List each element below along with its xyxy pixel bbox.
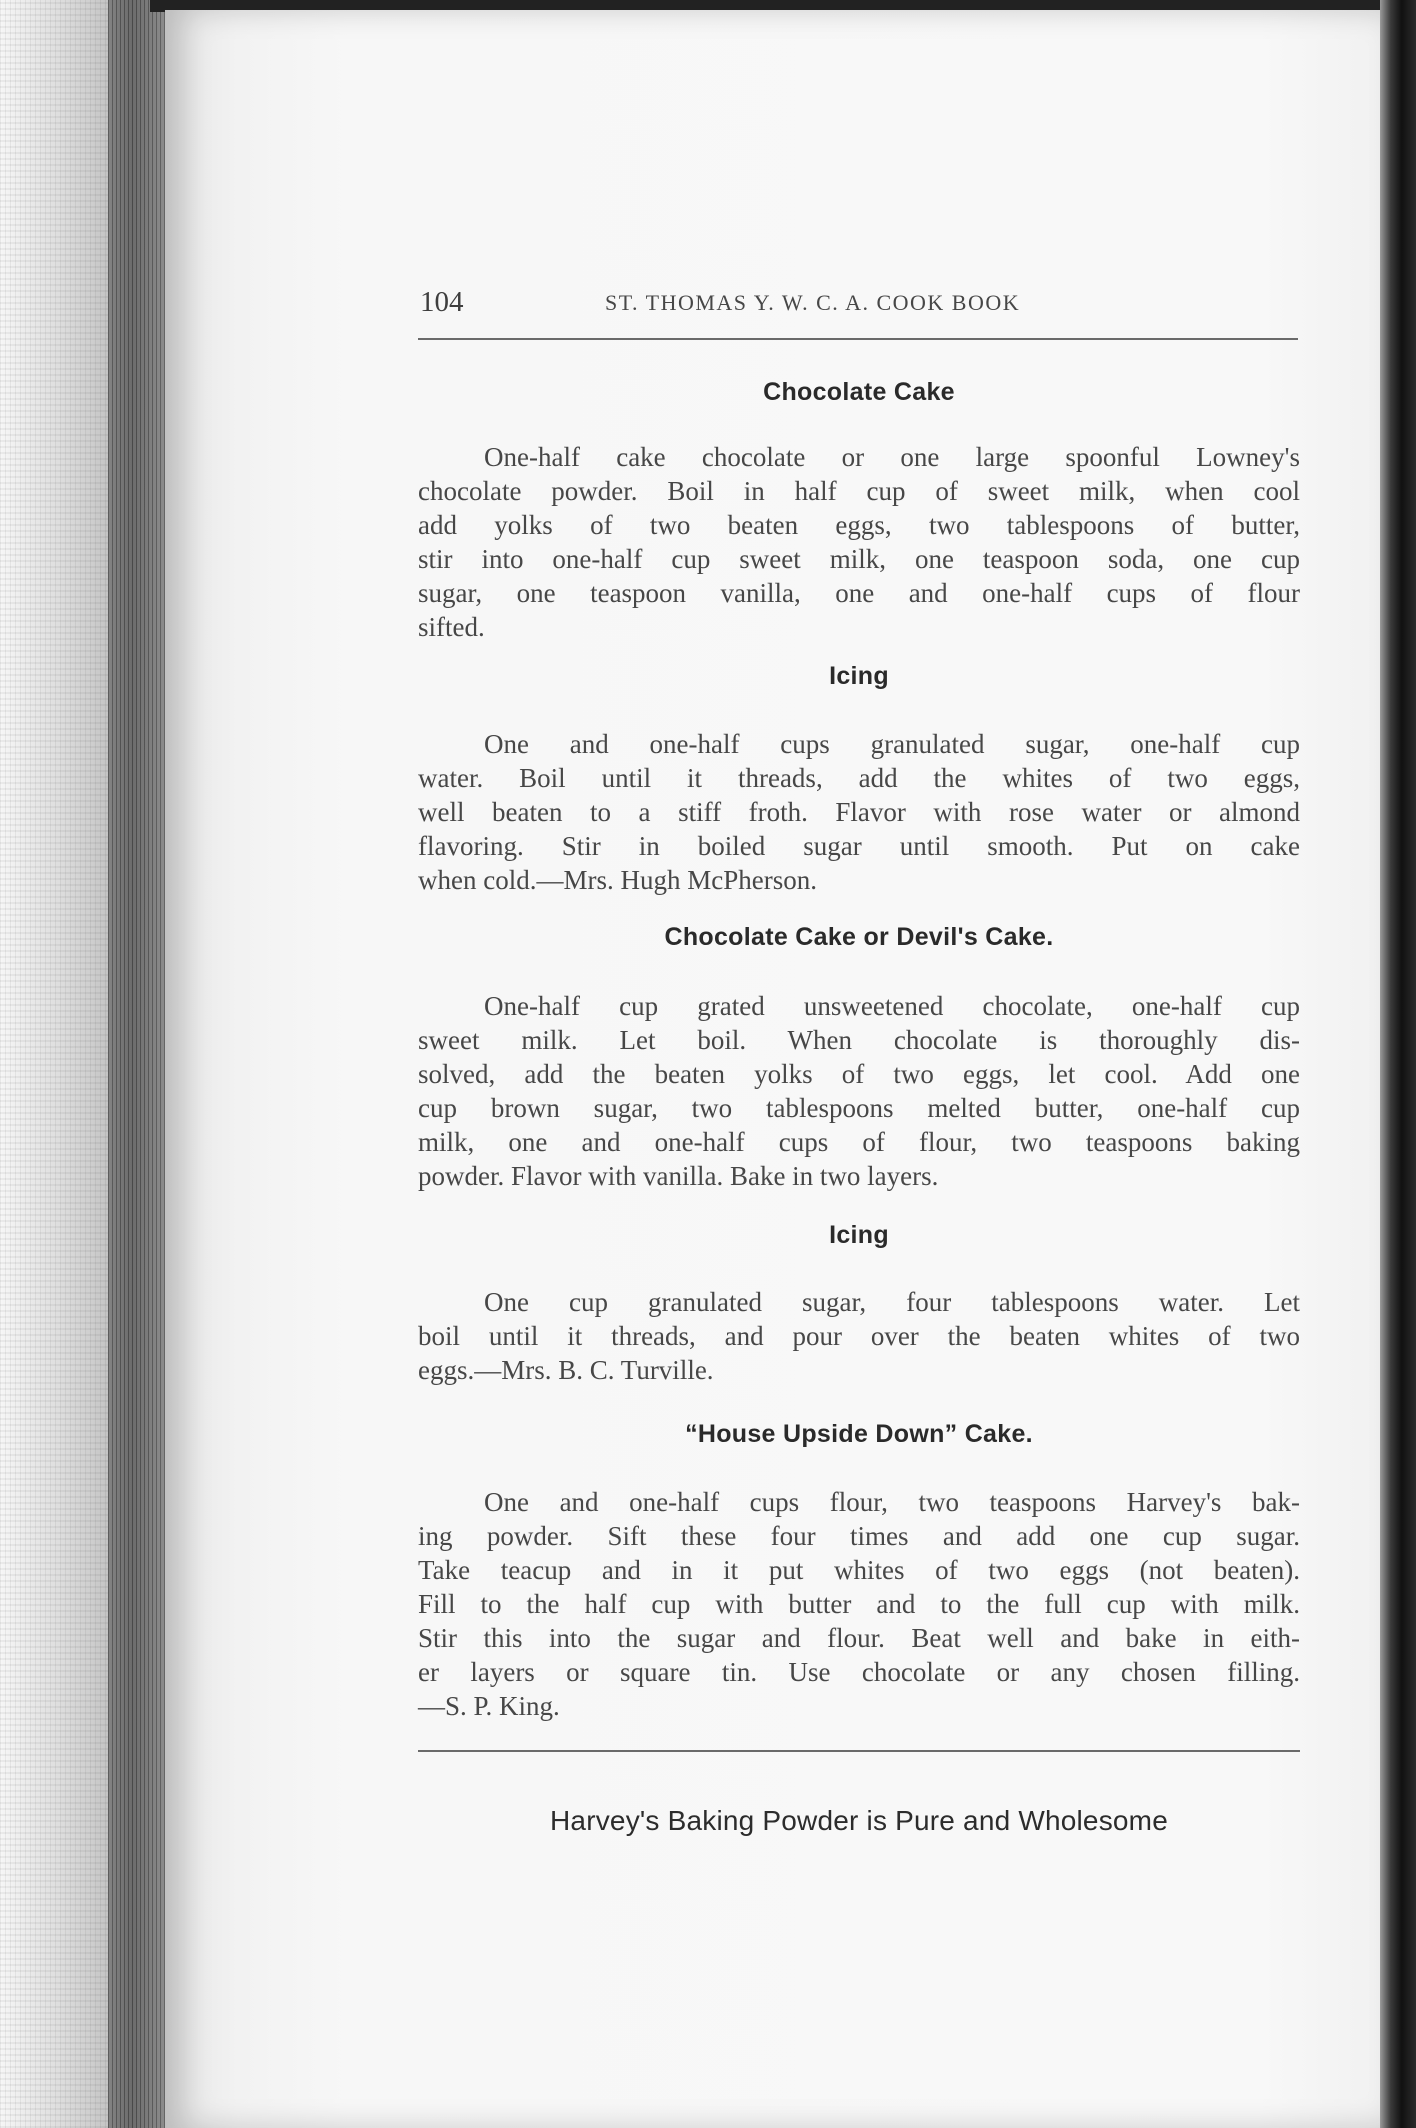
- header-rule: [418, 338, 1298, 340]
- text-line: chocolate powder. Boil in half cup of sweet milk, when cool: [418, 476, 1300, 506]
- text-line: when cold.—Mrs. Hugh McPherson.: [418, 865, 817, 895]
- right-gutter-shadow: [1380, 0, 1416, 2128]
- text-line: milk, one and one-half cups of flour, two teaspoons baking: [418, 1127, 1300, 1157]
- text-line: sugar, one teaspoon vanilla, one and one-half cups of flour: [418, 578, 1300, 608]
- text-line: Take teacup and in it put whites of two eggs (not beaten).: [418, 1555, 1300, 1585]
- frayed-binding-edge: [0, 0, 120, 2128]
- text-line: er layers or square tin. Use chocolate or any chosen filling.: [418, 1657, 1300, 1687]
- text-line: ing powder. Sift these four times and add one cup sugar.: [418, 1521, 1300, 1551]
- text-line: flavoring. Stir in boiled sugar until smooth. Put on cake: [418, 831, 1300, 861]
- text-line: boil until it threads, and pour over the beaten whites of two: [418, 1321, 1300, 1351]
- recipe-body: [418, 440, 1300, 644]
- running-header: ST. THOMAS Y. W. C. A. COOK BOOK: [605, 290, 1021, 315]
- recipe-title: “House Upside Down” Cake.: [685, 1420, 1033, 1448]
- text-line: One-half cup grated unsweetened chocolate, one-half cup: [484, 991, 1300, 1021]
- recipe-title: Icing: [829, 662, 889, 690]
- text-line: water. Boil until it threads, add the whites of two eggs,: [418, 763, 1300, 793]
- recipe-body: [418, 1485, 1300, 1723]
- footer-advertisement: Harvey's Baking Powder is Pure and Wholesome: [550, 1805, 1168, 1836]
- page-stack-edge: [108, 0, 168, 2128]
- recipe-title: Chocolate Cake or Devil's Cake.: [664, 923, 1054, 951]
- footer-rule: [418, 1750, 1300, 1752]
- text-line: sweet milk. Let boil. When chocolate is thoroughly dis-: [418, 1025, 1300, 1055]
- text-line: One and one-half cups granulated sugar, one-half cup: [484, 729, 1300, 759]
- recipe-body: [418, 727, 1300, 897]
- text-line: well beaten to a stiff froth. Flavor with rose water or almond: [418, 797, 1300, 827]
- text-line: Fill to the half cup with butter and to the full cup with milk.: [418, 1589, 1300, 1619]
- text-line: sifted.: [418, 612, 485, 642]
- page-number: 104: [420, 286, 464, 318]
- text-line: add yolks of two beaten eggs, two tablespoons of butter,: [418, 510, 1300, 540]
- recipe-title: Chocolate Cake: [763, 378, 955, 406]
- recipe-body: [418, 1285, 1300, 1387]
- text-line: —S. P. King.: [418, 1691, 560, 1721]
- text-line: eggs.—Mrs. B. C. Turville.: [418, 1355, 714, 1385]
- text-line: One cup granulated sugar, four tablespoons water. Let: [484, 1287, 1300, 1317]
- recipe-body: [418, 989, 1300, 1193]
- text-line: solved, add the beaten yolks of two eggs, let cool. Add one: [418, 1059, 1300, 1089]
- text-line: Stir this into the sugar and flour. Beat well and bake in eith-: [418, 1623, 1300, 1653]
- text-line: stir into one-half cup sweet milk, one teaspoon soda, one cup: [418, 544, 1300, 574]
- text-line: One and one-half cups flour, two teaspoons Harvey's bak-: [484, 1487, 1300, 1517]
- text-line: powder. Flavor with vanilla. Bake in two layers.: [418, 1161, 939, 1191]
- text-line: cup brown sugar, two tablespoons melted butter, one-half cup: [418, 1093, 1300, 1123]
- recipe-title: Icing: [829, 1221, 889, 1249]
- text-line: One-half cake chocolate or one large spoonful Lowney's: [484, 442, 1300, 472]
